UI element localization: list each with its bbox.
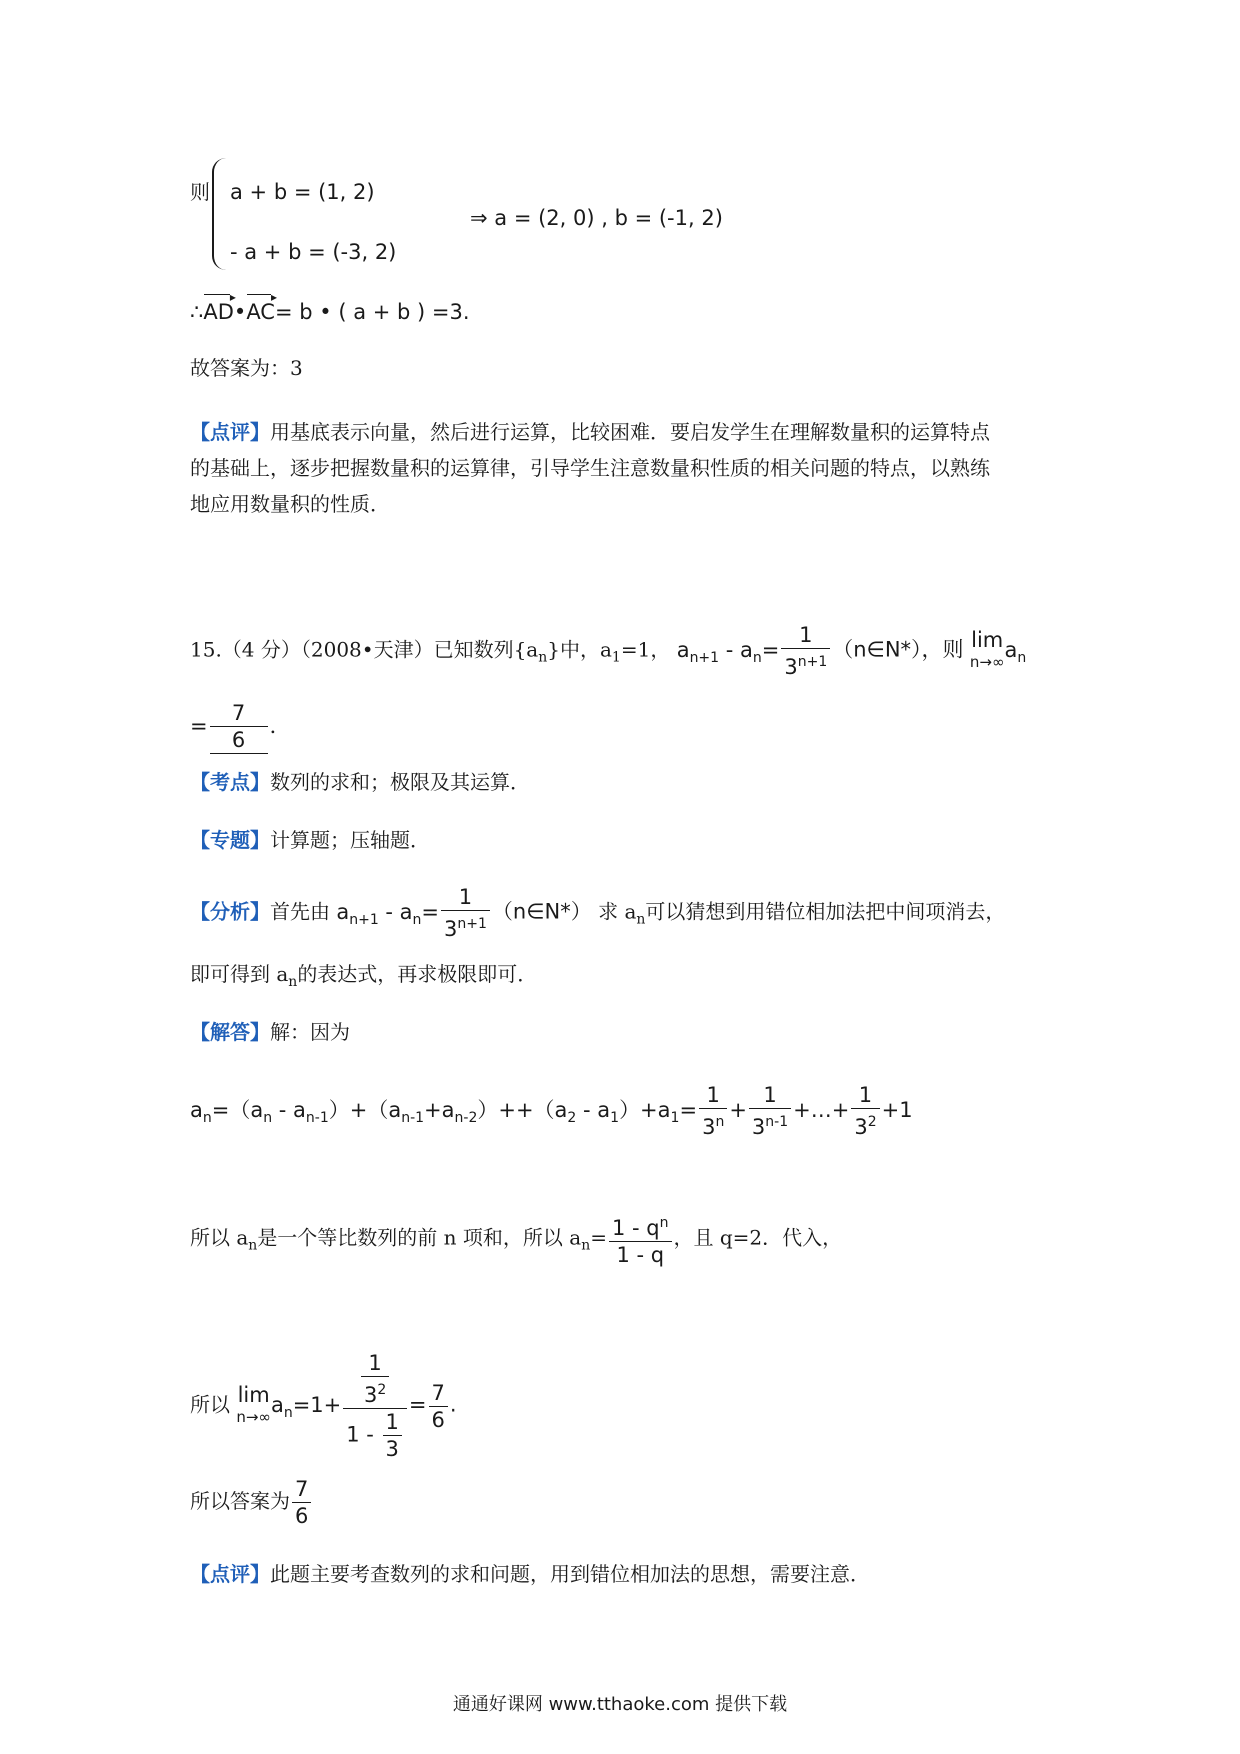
previous-answer: 故答案为：3 (190, 356, 303, 380)
sum-expression: $a_n=(a_n - a_{n-1})+(a_{n-1}+a_{n-2})++(a_2 - a_1)+a_1=$ $\frac{1}{3^n}$ + $\frac{1}{3^{n-1}}$ +…+ $\frac{1}{3^2}$ +1 (190, 1083, 913, 1139)
limit-operator: lim n→∞ (969, 628, 1005, 671)
page-footer: 通通好课网 www.tthaoke.com 提供下载 (452, 1694, 788, 1715)
answer-fraction: $\frac{7}{6}$ (210, 700, 268, 754)
previous-comment-line1: 【点评】用基底表示向量，然后进行运算，比较困难．要启发学生在理解数量积的运算特点 (190, 420, 990, 444)
limit-final-line: 所以 lim n→∞ $a_n=1+$ $\frac{1}{3^2}$ 1 - $\frac{1}{3}$ = $\frac{7}{6}$ . (190, 1351, 457, 1461)
compound-fraction: $\frac{1}{3^2}$ 1 - $\frac{1}{3}$ (343, 1350, 407, 1462)
kaodian: 【考点】数列的求和；极限及其运算． (190, 770, 530, 794)
final-answer: 所以答案为 $\frac{7}{6}$ (190, 1476, 313, 1529)
geometric-series-line: 所以 $a_n$是一个等比数列的前 n 项和，所以 $a_n=$ $\frac{1 - q^n}{1 - q}$ ，且 q=2．代入， (190, 1210, 842, 1268)
vector-ac: AC ▸ (246, 292, 275, 326)
system-result: ⇒ a = (2, 0) , b = (-1, 2) (470, 206, 723, 230)
question-15-answer: = $\frac{7}{6}$ ． (190, 701, 291, 752)
previous-comment-line2: 的基础上，逐步把握数量积的运算律，引导学生注意数量积性质的相关问题的特点，以熟练 (190, 456, 990, 480)
zhuanti: 【专题】计算题；压轴题． (190, 828, 430, 852)
recurrence-fraction: $\frac{1}{3^{n+1}}$ (781, 622, 830, 680)
comment-tag: 【点评】 (190, 420, 270, 444)
vector-ad: AD ▸ (203, 292, 234, 326)
fenxi-line1: 【分析】首先由 $a_{n+1} - a_n=$ $\frac{1}{3^{n+1}}$ （n∈N*） 求 $a_n$可以猜想到用错位相加法把中间项消去， (190, 885, 1006, 941)
fenxi-line2: 即可得到 $a_n$的表达式，再求极限即可． (190, 962, 538, 990)
dot-product-line: ∴AD ▸•AC ▸= b • ( a + b ) =3. (190, 292, 470, 326)
system-eq2: - a + b = (-3, 2) (230, 240, 397, 264)
jieda: 【解答】解：因为 (190, 1020, 350, 1044)
system-prefix: 则 (190, 180, 210, 204)
question-15: 15.（4 分）（2008•天津）已知数列$\{a_n\}$中，$a_1=1$， $a_{n+1} - a_n=$ $\frac{1}{3^{n+1}}$ （n∈N*），则 lim n→∞ $a_n$ (190, 623, 1027, 679)
system-eq1: a + b = (1, 2) (230, 180, 375, 204)
previous-comment-line3: 地应用数量积的性质． (190, 492, 390, 516)
final-comment: 【点评】此题主要考查数列的求和问题，用到错位相加法的思想，需要注意． (190, 1562, 870, 1586)
